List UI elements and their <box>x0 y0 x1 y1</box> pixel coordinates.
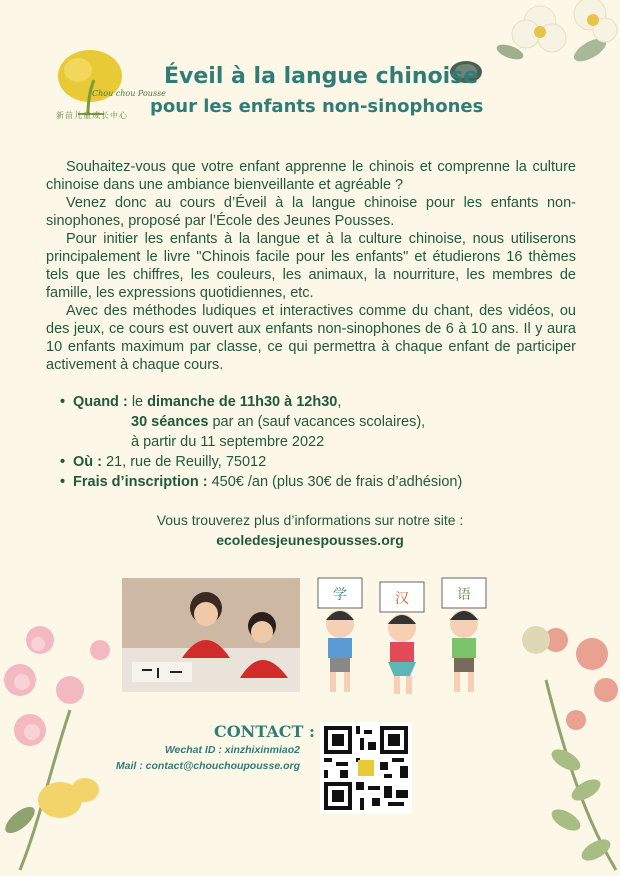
page-title: Éveil à la langue chinoise <box>164 64 479 89</box>
intro-paragraph: Pour initier les enfants à la langue et à la culture chinoise, nous utiliserons principalement le livre "Chinois facile pour les enfants" et étudierons 16 thèmes tels que les chiffres, les couleurs, les animaux, la nourriture, les membres de famille, les expressions quotidiennes, etc. <box>46 231 576 301</box>
info-start-date: à partir du 11 septembre 2022 <box>131 434 325 450</box>
contact-email-link[interactable]: Mail : contact@chouchoupousse.org <box>115 760 300 772</box>
page-subtitle: pour les enfants non-sinophones <box>150 96 484 117</box>
sign-character: 汉 <box>395 591 409 607</box>
kid-1 <box>318 578 362 692</box>
seances-count: 30 séances <box>131 414 209 430</box>
logo-caption: 新苗儿童成长中心 <box>56 111 128 120</box>
info-item-frais <box>60 472 560 492</box>
intro-paragraph: Venez donc au cours d’Éveil à la langue chinoise pour les enfants non-sinophones, proposé par l’École des Jeunes Pousses. <box>46 195 576 229</box>
kids-holding-signs-illustration <box>310 572 500 700</box>
children-calligraphy-photo <box>122 578 300 692</box>
quand-le: le <box>131 394 144 410</box>
info-seances <box>60 412 560 432</box>
seances-detail: par an (sauf vacances scolaires), <box>212 414 426 430</box>
site-info <box>0 510 620 550</box>
ou-label: Où : <box>73 454 102 470</box>
info-item-quand <box>60 392 560 412</box>
site-url-link[interactable]: ecoledesjeunespousses.org <box>216 532 404 548</box>
intro-paragraph: Souhaitez-vous que votre enfant apprenne le chinois et comprenne la culture chinoise dans une ambiance bienveillante et agréable ? <box>46 159 576 193</box>
kid-3 <box>442 578 486 692</box>
intro-paragraph: Avec des méthodes ludiques et interactives comme du chant, des vidéos, ou des jeux, ce cours est ouvert aux enfants non-sinophones de 6 à 10 ans. Il y aura 10 enfants maximum par classe, ce qui permettra à chaque enfant de participer activement à chaque cours. <box>46 303 576 373</box>
contact-title: CONTACT : <box>214 722 315 741</box>
info-item-ou <box>60 452 560 472</box>
site-line: Vous trouverez plus d’informations sur notre site : <box>156 512 464 528</box>
quand-comma: , <box>337 394 342 410</box>
course-info-list <box>60 392 560 492</box>
frais-value: 450€ /an (plus 30€ de frais d’adhésion) <box>211 474 463 490</box>
sign-character: 学 <box>333 587 347 603</box>
sign-character: 语 <box>457 587 471 603</box>
qr-code[interactable] <box>320 722 412 814</box>
quand-label: Quand : <box>73 394 128 410</box>
wechat-id: Wechat ID : xinzhixinmiao2 <box>164 744 300 756</box>
logo-wordmark: Chou chou Pousse <box>92 89 166 98</box>
kid-2 <box>380 582 424 694</box>
quand-value: dimanche de 11h30 à 12h30 <box>147 394 338 410</box>
right-flowers <box>506 620 620 876</box>
frais-label: Frais d’inscription : <box>73 474 208 490</box>
ou-value: 21, rue de Reuilly, 75012 <box>106 454 267 470</box>
intro-text <box>46 158 576 374</box>
